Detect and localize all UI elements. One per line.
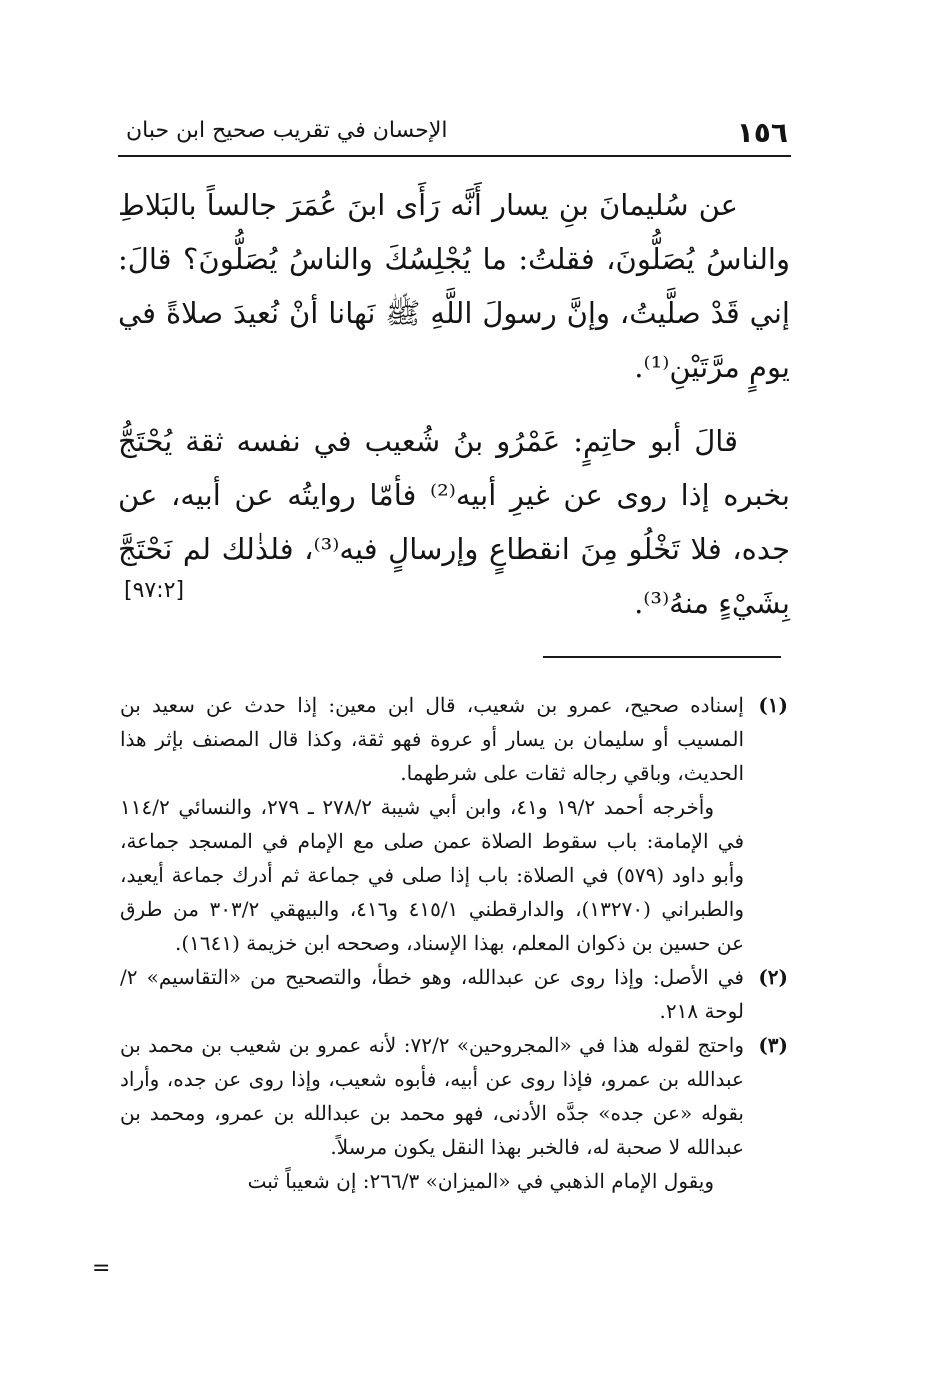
footnote-number: (٣) — [758, 1033, 788, 1057]
running-title: الإحسان في تقريب صحيح ابن حبان — [126, 118, 448, 143]
footnote-3 — [120, 1028, 788, 1198]
hadith-reference: [٩٧:٢] — [124, 578, 185, 603]
commentary-paragraph: قالَ أبو حاتِمٍ: عَمْرُو بنُ شُعيب في نفسه ثقة يُحْتَجُّ بخبره إذا روى عن غيرِ أبيه⁽²⁾ فأمّا روايتُه عن أبيه، عن جده، فلا تَخْلُو مِنَ انقطاعٍ وإرسالٍ فيه⁽³⁾، فلذٰلك لم نَحْتَجَّ بِشَيْءٍ منهُ⁽³⁾. — [118, 424, 790, 620]
footnote-text: وأخرجه أحمد ١٩/٢ و٤١، وابن أبي شيبة ٢٧٨/٢ ـ ٢٧٩، والنسائي ١١٤/٢ في الإمامة: باب سقوط الصلاة عمن صلى مع الإمام في المسجد جماعة، وأبو داود (٥٧٩) في الصلاة: باب إذا صلى في جماعة ثم أدرك جماعة أيعيد، والطبراني (١٣٢٧٠)، والدارقطني ٤١٥/١ و٤١٦، والبيهقي ٣٠٣/٢ من طرق عن حسين بن ذكوان المعلم، بهذا الإسناد، وصححه ابن خزيمة (١٦٤١). — [120, 795, 745, 955]
footnote-text: ويقول الإمام الذهبي في «الميزان» ٢٦٦/٣: إن شعيباً ثبت — [247, 1169, 714, 1193]
continuation-mark: = — [92, 1256, 111, 1281]
footnote-separator — [543, 656, 781, 658]
header-rule — [118, 155, 791, 157]
footnote-text: إسناده صحيح، عمرو بن شعيب، قال ابن معين: إذا حدث عن سعيد بن المسيب أو سليمان بن يسار أو عروة فهو ثقة، وكذا قال المصنف بإثر هذا الحديث، وباقي رجاله ثقات على شرطهما. — [120, 693, 744, 785]
footnote-number: (٢) — [758, 965, 788, 989]
page-number: ١٥٦ — [736, 116, 788, 149]
hadith-paragraph: عن سُليمانَ بنِ يسار أَنَّه رَأَى ابنَ عُمَرَ جالساً بالبَلاطِ والناسُ يُصَلُّونَ، فقلتُ: ما يُجْلِسُكَ والناسُ يُصَلُّونَ؟ قالَ: إني قَدْ صلَّيتُ، وإنَّ رسولَ اللَّهِ ﷺ نَهانا أنْ نُعيدَ صلاةً في يومٍ مرَّتَيْنِ⁽¹⁾. — [118, 188, 790, 384]
footnote-1 — [120, 688, 788, 960]
main-text — [118, 178, 790, 630]
footnote-text: في الأصل: وإذا روى عن عبدالله، وهو خطأ، والتصحيح من «التقاسيم» ٢/لوحة ٢١٨. — [120, 965, 744, 1023]
page-header — [120, 112, 790, 152]
footnote-2 — [120, 960, 788, 1028]
footnotes — [120, 688, 788, 1198]
footnote-number: (١) — [758, 693, 788, 717]
footnote-text: واحتج لقوله هذا في «المجروحين» ٧٢/٢: لأنه عمرو بن شعيب بن محمد بن عبدالله بن عمرو، فإذا روى عن أبيه، فأبوه شعيب، وإذا روى عن جده، وأراد بقوله «عن جده» جدَّه الأدنى، فهو محمد بن عبدالله بن عمرو، ومحمد بن عبدالله لا صحبة له، فالخبر بهذا النقل يكون مرسلاً. — [120, 1033, 744, 1159]
